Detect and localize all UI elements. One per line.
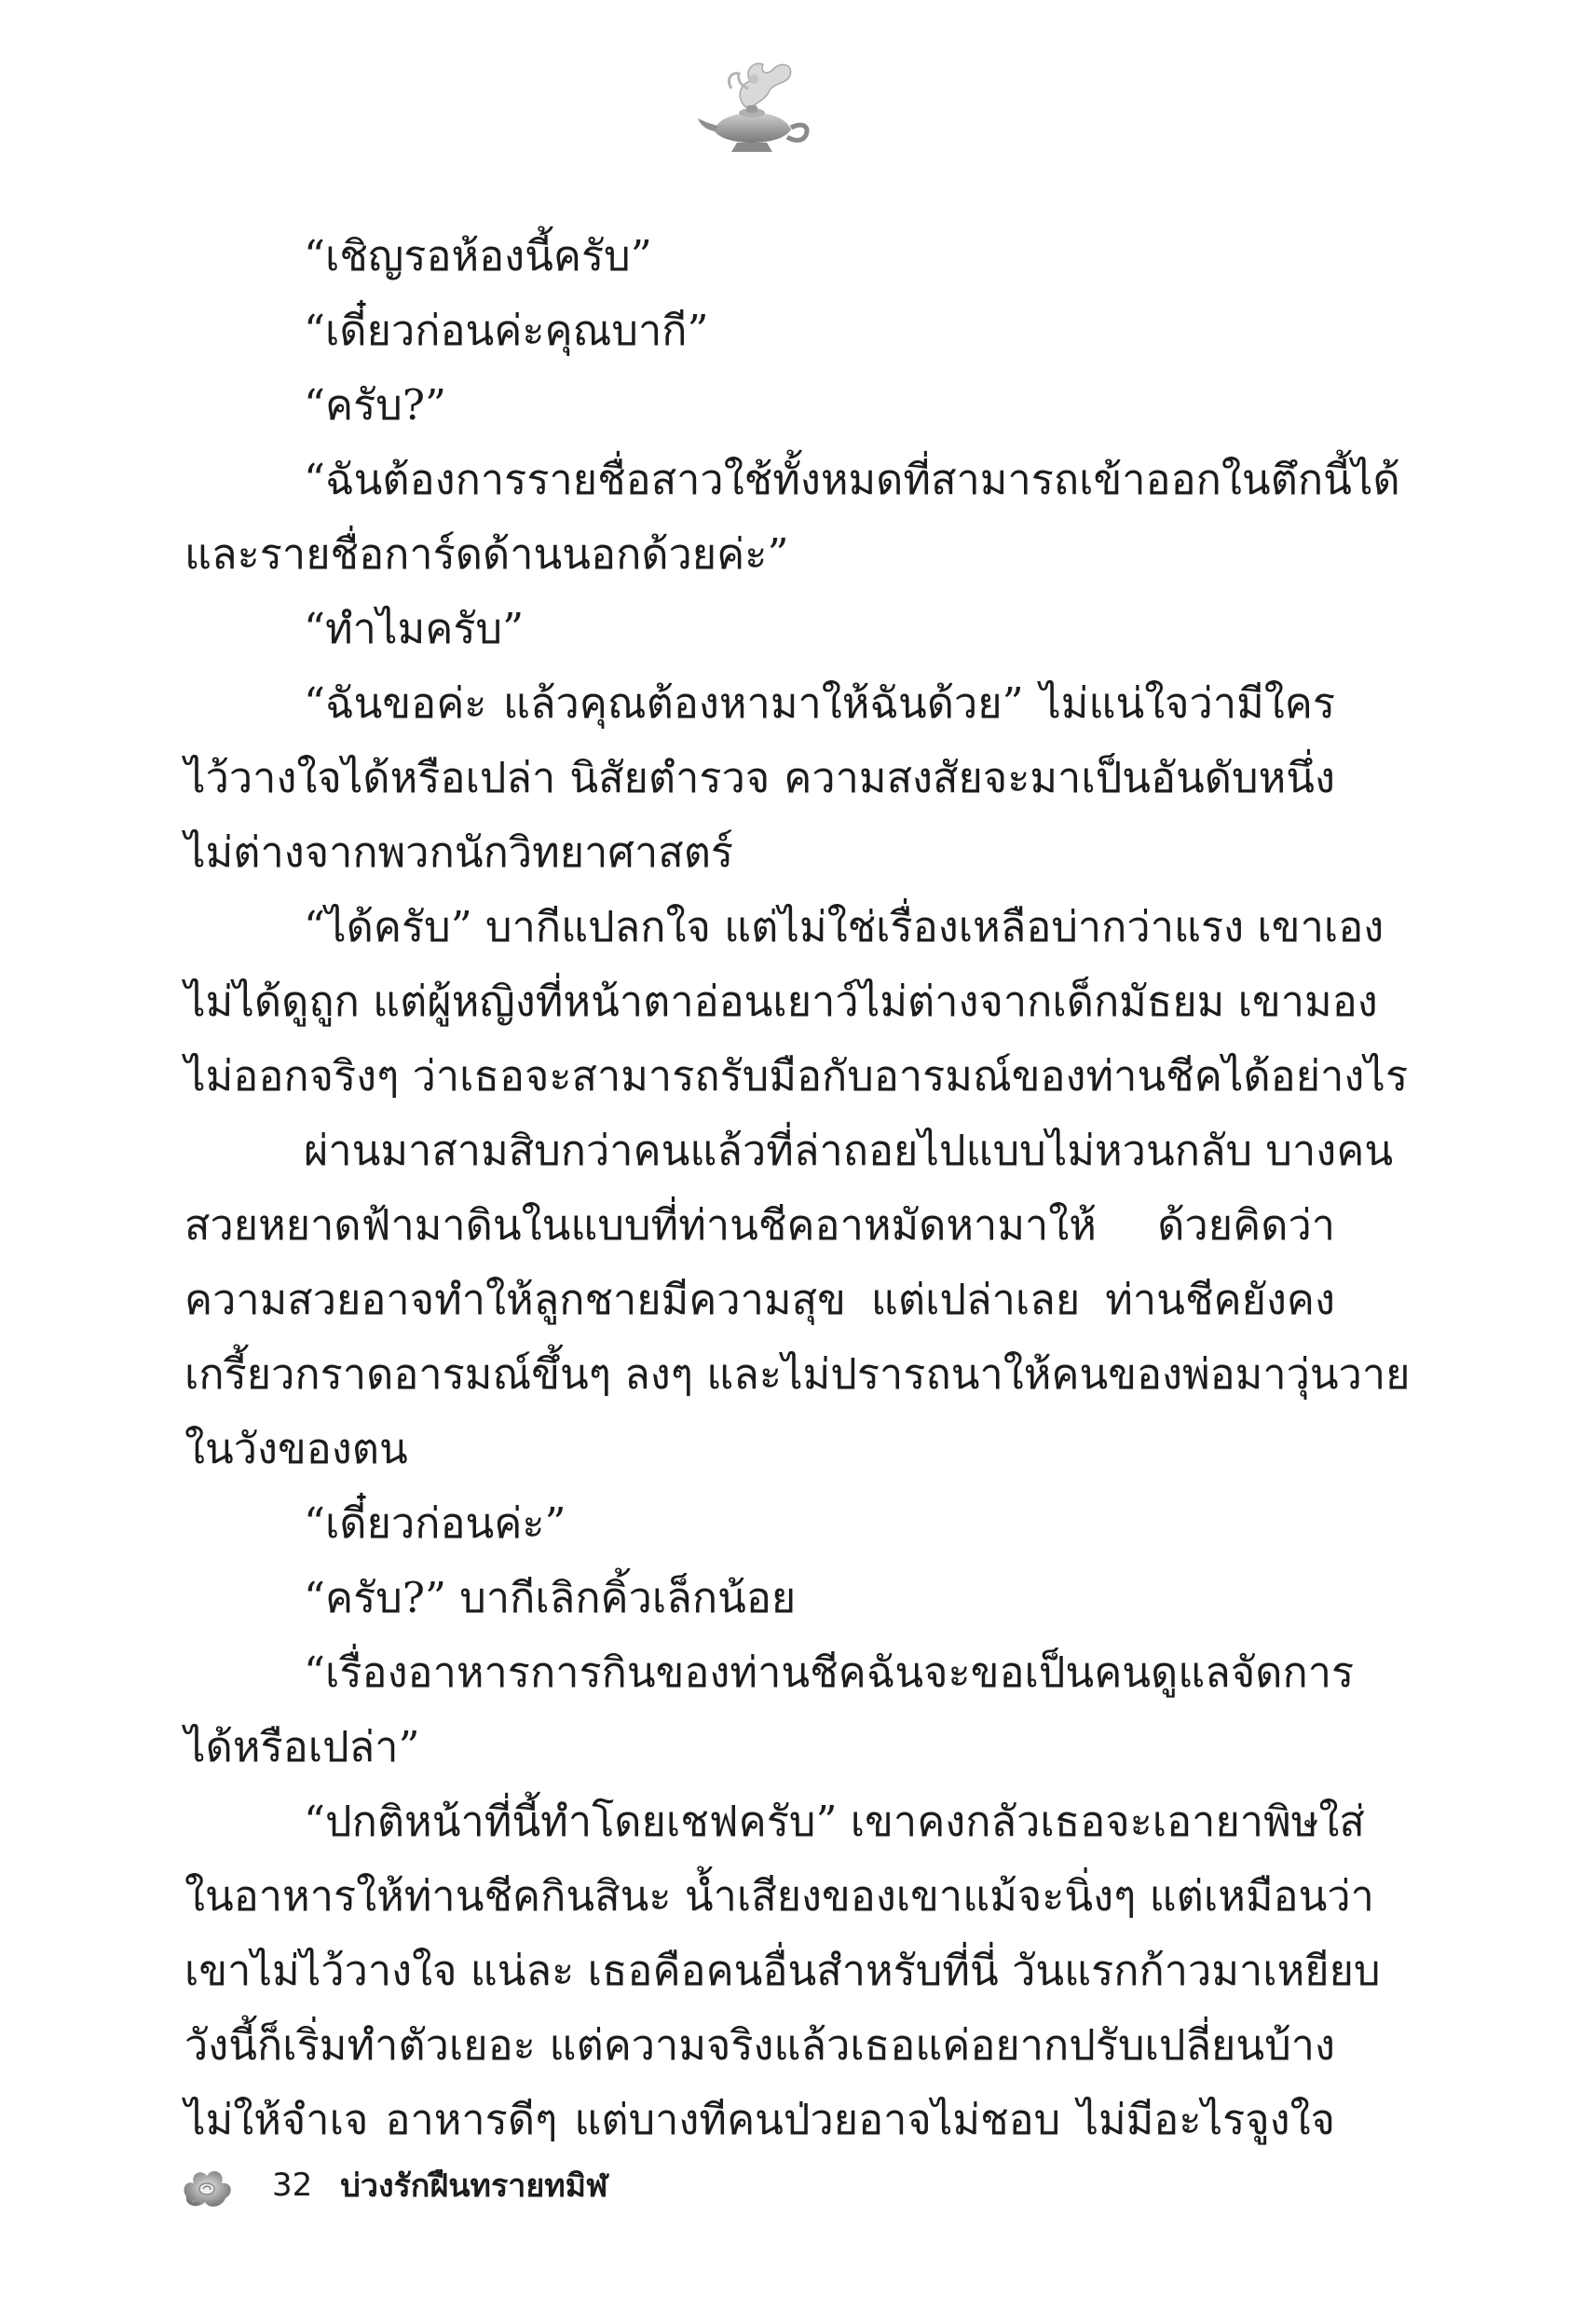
text-line-2: “เดี๋ยวก่อนค่ะคุณบากี” bbox=[304, 306, 709, 355]
page-number: 32 bbox=[272, 2167, 313, 2204]
body-text bbox=[184, 219, 1411, 2157]
rose-icon bbox=[177, 2155, 237, 2215]
page-footer bbox=[177, 2153, 607, 2218]
text-line-10: “ได้ครับ” บากีแปลกใจ แต่ไม่ใช่เรื่องเหลือบ่ากว่าแรง เขาเอง bbox=[304, 902, 1385, 951]
text-line-8: ไว้วางใจได้หรือเปล่า นิสัยตำรวจ ความสงสัยจะมาเป็นอันดับหนึ่ง bbox=[184, 753, 1335, 802]
text-line-4: “ฉันต้องการรายชื่อสาวใช้ทั้งหมดที่สามารถเข้าออกในตึกนี้ได้ bbox=[304, 455, 1400, 504]
text-line-12: ไม่ออกจริงๆ ว่าเธอจะสามารถรับมือกับอารมณ์ของท่านชีคได้อย่างไร bbox=[184, 1051, 1409, 1101]
text-line-19: “ครับ?” บากีเลิกคิ้วเล็กน้อย bbox=[304, 1573, 797, 1622]
text-line-23: ในอาหารให้ท่านชีคกินสินะ น้ำเสียงของเขาแม้จะนิ่งๆ แต่เหมือนว่า bbox=[184, 1871, 1374, 1921]
text-line-16: เกรี้ยวกราดอารมณ์ขึ้นๆ ลงๆ และไม่ปรารถนาให้คนของพ่อมาวุ่นวาย bbox=[184, 1349, 1411, 1399]
text-line-9: ไม่ต่างจากพวกนักวิทยาศาสตร์ bbox=[184, 827, 734, 877]
text-line-17: ในวังของตน bbox=[184, 1424, 408, 1473]
text-line-3: “ครับ?” bbox=[304, 380, 446, 430]
text-line-26: ไม่ให้จำเจ อาหารดีๆ แต่บางทีคนป่วยอาจไม่ชอบ ไม่มีอะไรจูงใจ bbox=[184, 2095, 1335, 2144]
magic-lamp-genie-icon bbox=[694, 51, 815, 163]
text-line-24: เขาไม่ไว้วางใจ แน่ละ เธอคือคนอื่นสำหรับที่นี่ วันแรกก้าวมาเหยียบ bbox=[184, 1946, 1381, 1995]
text-line-20: “เรื่องอาหารการกินของท่านชีคฉันจะขอเป็นคนดูแลจัดการ bbox=[304, 1648, 1355, 1697]
text-line-11: ไม่ได้ดูถูก แต่ผู้หญิงที่หน้าตาอ่อนเยาว์ไม่ต่างจากเด็กมัธยม เขามอง bbox=[184, 977, 1378, 1026]
text-line-6: “ทำไมครับ” bbox=[304, 604, 525, 653]
text-line-15: ความสวยอาจทำให้ลูกชายมีความสุข แต่เปล่าเลย ท่านชีคยังคง bbox=[184, 1275, 1335, 1324]
text-line-22: “ปกติหน้าที่นี้ทำโดยเชฟครับ” เขาคงกลัวเธอจะเอายาพิษใส่ bbox=[304, 1797, 1365, 1846]
text-line-25: วังนี้ก็เริ่มทำตัวเยอะ แต่ความจริงแล้วเธอแค่อยากปรับเปลี่ยนบ้าง bbox=[184, 2020, 1335, 2070]
text-line-7: “ฉันขอค่ะ แล้วคุณต้องหามาให้ฉันด้วย” ไม่แน่ใจว่ามีใคร bbox=[304, 678, 1335, 728]
text-line-21: ได้หรือเปล่า” bbox=[184, 1722, 420, 1771]
text-line-14: สวยหยาดฟ้ามาดินในแบบที่ท่านชีคอาหมัดหามาให้ ด้วยคิดว่า bbox=[184, 1200, 1335, 1250]
text-line-18: “เดี๋ยวก่อนค่ะ” bbox=[304, 1498, 566, 1548]
book-title: บ่วงรักฝืนทรายทมิฬ bbox=[340, 2167, 608, 2205]
text-line-1: “เชิญรอห้องนี้ครับ” bbox=[304, 231, 652, 280]
text-line-13: ผ่านมาสามสิบกว่าคนแล้วที่ล่าถอยไปแบบไม่หวนกลับ บางคน bbox=[304, 1126, 1394, 1175]
text-line-5: และรายชื่อการ์ดด้านนอกด้วยค่ะ” bbox=[184, 529, 789, 579]
